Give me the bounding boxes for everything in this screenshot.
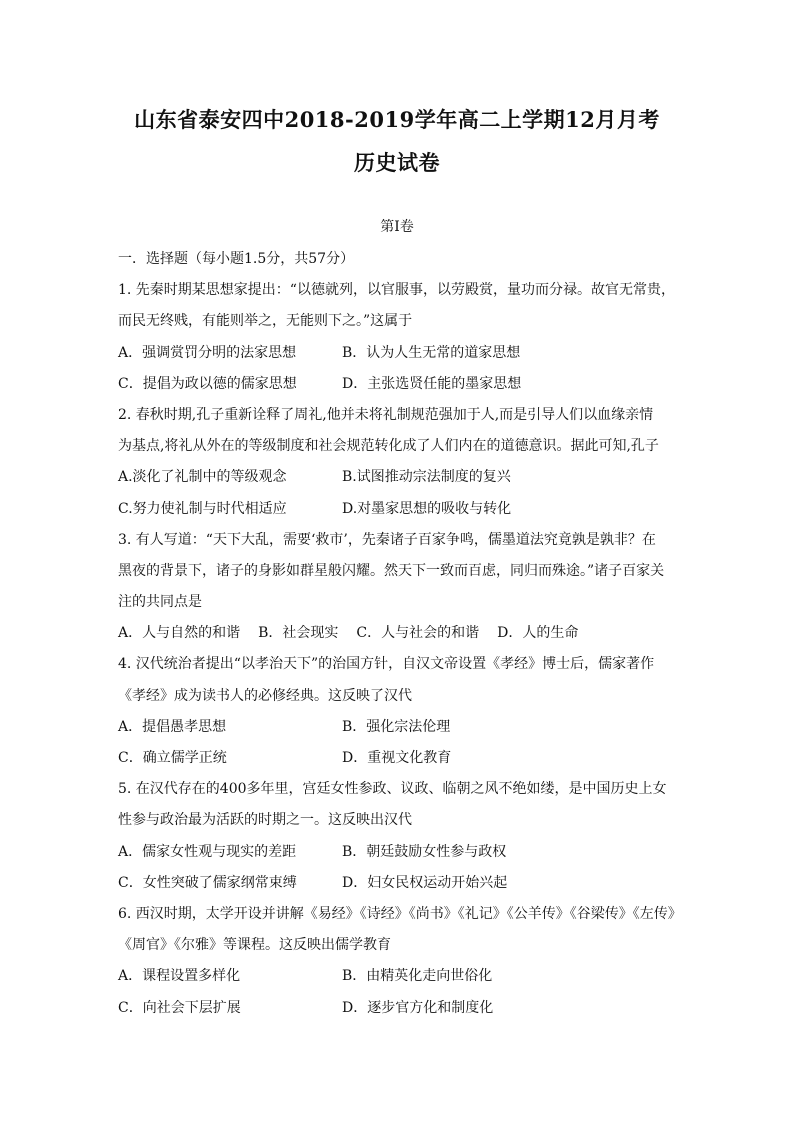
option-row	[118, 494, 693, 525]
option-b: B．由精英化走向世俗化	[342, 968, 493, 985]
option-b: B.试图推动宗法制度的复兴	[342, 469, 511, 486]
option-c: C.努力使礼制与时代相适应	[118, 500, 287, 517]
option-c: C．确立儒学正统	[118, 750, 227, 766]
option-row	[118, 993, 693, 1024]
option-b: B．认为人生无常的道家思想	[342, 344, 521, 361]
option-d: D．主张选贤任能的墨家思想	[342, 375, 522, 392]
question-text: 为基点,将礼从外在的等级制度和社会规范转化成了人们内在的道德意识。据此可知,孔子	[118, 438, 659, 455]
question-text: 《孝经》成为读书人的必修经典。这反映了汉代	[118, 687, 412, 704]
option-d: D.对墨家思想的吸收与转化	[342, 500, 512, 517]
option-c: C．人与社会的和谐	[356, 625, 480, 642]
option-a: A．强调赏罚分明的法家思想	[118, 344, 297, 361]
question-text: 性参与政治最为活跃的时期之一。这反映出汉代	[118, 812, 412, 829]
question-4	[118, 649, 693, 774]
option-row	[118, 868, 693, 899]
option-row	[118, 462, 693, 493]
option-row	[118, 961, 693, 992]
option-d: D．逐步官方化和制度化	[342, 999, 494, 1016]
question-3	[118, 525, 693, 650]
exam-subtitle: 历史试卷	[354, 150, 440, 175]
option-c: C．向社会下层扩展	[118, 999, 241, 1016]
question-5	[118, 774, 693, 899]
question-text: 注的共同点是	[118, 594, 202, 611]
question-text: 黑夜的背景下，诸子的身影如群星般闪耀。然天下一致而百虑，同归而殊途。”诸子百家关	[118, 562, 665, 579]
option-c: C．提倡为政以德的儒家思想	[118, 375, 297, 392]
option-a: A．课程设置多样化	[118, 968, 241, 985]
question-text: 而民无终贱，有能则举之，无能则下之。”这属于	[118, 313, 413, 330]
question-text: 2. 春秋时期,孔子重新诠释了周礼,他并未将礼制规范强加于人,而是引导人们以血缘亲情	[118, 406, 654, 423]
option-a: A．人与自然的和谐	[118, 625, 241, 642]
question-text: 4. 汉代统治者提出“以孝治天下”的治国方针，自汉文帝设置《孝经》博士后，儒家著作	[118, 656, 655, 673]
option-row	[118, 837, 693, 868]
exam-content	[118, 244, 693, 1024]
option-row	[118, 712, 693, 743]
option-a: A．儒家女性观与现实的差距	[118, 843, 297, 860]
option-row	[118, 369, 693, 400]
question-text: 6. 西汉时期，太学开设并讲解《易经》《诗经》《尚书》《礼记》《公羊传》《谷梁传》《左传》	[118, 905, 682, 922]
part-heading: 一．选择题（每小题1.5分，共57分）	[118, 251, 355, 267]
option-row	[118, 338, 693, 369]
question-2	[118, 400, 693, 525]
question-text: 3. 有人写道：“天下大乱，需要‘救市’，先秦诸子百家争鸣，儒墨道法究竟孰是孰非？在	[118, 531, 656, 548]
option-d: D．妇女民权运动开始兴起	[342, 874, 508, 891]
exam-title: 山东省泰安四中2018-2019学年高二上学期12月月考	[134, 107, 660, 132]
question-text: 5. 在汉代存在的400多年里，宫廷女性参政、议政、临朝之风不绝如缕，是中国历史上女	[118, 781, 667, 798]
section-label: 第Ⅰ卷	[380, 219, 414, 235]
option-b: B．社会现实	[258, 625, 339, 642]
option-b: B．朝廷鼓励女性参与政权	[342, 843, 507, 860]
option-row	[118, 618, 693, 649]
option-b: B．强化宗法伦理	[342, 718, 451, 735]
question-text: 1. 先秦时期某思想家提出：“以德就列，以官服事，以劳殿赏，量功而分禄。故官无常贵，	[118, 282, 675, 299]
question-1	[118, 275, 693, 400]
option-d: D．重视文化教育	[342, 750, 452, 766]
option-a: A．提倡愚孝思想	[118, 718, 227, 735]
question-text: 《周官》《尔雅》等课程。这反映出儒学教育	[118, 937, 391, 954]
option-d: D．人的生命	[497, 625, 579, 642]
option-row	[118, 743, 693, 774]
option-c: C．女性突破了儒家纲常束缚	[118, 874, 297, 891]
option-a: A.淡化了礼制中的等级观念	[118, 469, 287, 486]
question-6	[118, 899, 693, 1024]
